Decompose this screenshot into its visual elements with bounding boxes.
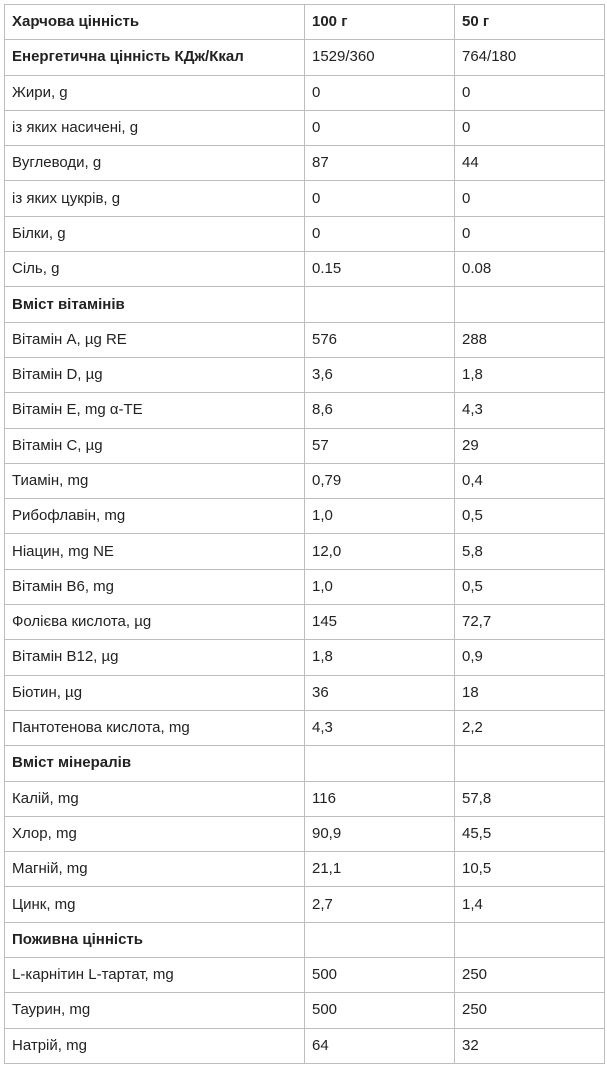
per-50g-value-cell: 5,8 xyxy=(455,534,605,569)
table-row xyxy=(5,816,605,851)
per-100g-value-cell: 2,7 xyxy=(305,887,455,922)
nutrient-name-cell: Хлор, mg xyxy=(5,816,305,851)
nutrient-name-cell: Вітамін B6, mg xyxy=(5,569,305,604)
nutrition-table xyxy=(4,4,605,1064)
nutrient-name-cell: Вітамін E, mg α-TE xyxy=(5,393,305,428)
nutrient-name-cell: Цинк, mg xyxy=(5,887,305,922)
nutrient-name-cell: L-карнітин L-тартат, mg xyxy=(5,958,305,993)
per-100g-value-cell: 145 xyxy=(305,605,455,640)
nutrient-name-cell: Вуглеводи, g xyxy=(5,146,305,181)
per-100g-value-cell: 21,1 xyxy=(305,852,455,887)
header-cell-nutrient: Харчова цінність xyxy=(5,5,305,40)
per-50g-value-cell: 72,7 xyxy=(455,605,605,640)
per-50g-value-cell: 250 xyxy=(455,993,605,1028)
nutrient-name-cell: Жири, g xyxy=(5,75,305,110)
per-50g-value-cell: 1,4 xyxy=(455,887,605,922)
per-50g-value-cell: 32 xyxy=(455,1028,605,1063)
table-row xyxy=(5,1028,605,1063)
per-50g-value-cell: 2,2 xyxy=(455,710,605,745)
per-50g-value-cell: 0 xyxy=(455,110,605,145)
nutrition-table-container xyxy=(4,4,604,1064)
per-50g-value-cell: 0 xyxy=(455,75,605,110)
per-50g-value-cell: 29 xyxy=(455,428,605,463)
per-100g-value-cell: 1,0 xyxy=(305,499,455,534)
per-100g-value-cell: 116 xyxy=(305,781,455,816)
per-100g-value-cell: 1,0 xyxy=(305,569,455,604)
per-100g-value-cell: 0 xyxy=(305,110,455,145)
nutrient-name-cell: Сіль, g xyxy=(5,252,305,287)
table-row xyxy=(5,958,605,993)
table-row xyxy=(5,146,605,181)
per-100g-value-cell: 1529/360 xyxy=(305,40,455,75)
nutrient-name-cell: із яких насичені, g xyxy=(5,110,305,145)
per-50g-value-cell xyxy=(455,922,605,957)
per-100g-value-cell: 87 xyxy=(305,146,455,181)
nutrient-name-cell: Калій, mg xyxy=(5,781,305,816)
nutrition-table-body xyxy=(5,5,605,1064)
table-row xyxy=(5,393,605,428)
per-100g-value-cell: 0 xyxy=(305,75,455,110)
per-50g-value-cell: 250 xyxy=(455,958,605,993)
per-50g-value-cell xyxy=(455,746,605,781)
per-50g-value-cell xyxy=(455,287,605,322)
per-50g-value-cell: 10,5 xyxy=(455,852,605,887)
table-row xyxy=(5,181,605,216)
nutrient-name-cell: Вміст мінералів xyxy=(5,746,305,781)
per-50g-value-cell: 764/180 xyxy=(455,40,605,75)
table-row xyxy=(5,40,605,75)
section-header-row xyxy=(5,287,605,322)
nutrient-name-cell: Магній, mg xyxy=(5,852,305,887)
nutrient-name-cell: Тиамін, mg xyxy=(5,463,305,498)
per-50g-value-cell: 57,8 xyxy=(455,781,605,816)
per-50g-value-cell: 1,8 xyxy=(455,357,605,392)
per-50g-value-cell: 0 xyxy=(455,216,605,251)
nutrient-name-cell: Рибофлавін, mg xyxy=(5,499,305,534)
table-row xyxy=(5,428,605,463)
section-header-row xyxy=(5,746,605,781)
per-100g-value-cell: 0 xyxy=(305,181,455,216)
table-row xyxy=(5,252,605,287)
table-row xyxy=(5,852,605,887)
table-row xyxy=(5,569,605,604)
header-cell-per-100g: 100 г xyxy=(305,5,455,40)
per-100g-value-cell: 8,6 xyxy=(305,393,455,428)
per-50g-value-cell: 0.08 xyxy=(455,252,605,287)
nutrient-name-cell: Вітамін D, µg xyxy=(5,357,305,392)
nutrient-name-cell: Вітамін C, µg xyxy=(5,428,305,463)
per-100g-value-cell: 500 xyxy=(305,958,455,993)
table-row xyxy=(5,534,605,569)
header-cell-per-50g: 50 г xyxy=(455,5,605,40)
nutrient-name-cell: Таурин, mg xyxy=(5,993,305,1028)
table-row xyxy=(5,640,605,675)
table-row xyxy=(5,605,605,640)
nutrient-name-cell: Пантотенова кислота, mg xyxy=(5,710,305,745)
per-100g-value-cell: 0,79 xyxy=(305,463,455,498)
per-50g-value-cell: 0,5 xyxy=(455,499,605,534)
table-row xyxy=(5,675,605,710)
per-100g-value-cell: 57 xyxy=(305,428,455,463)
nutrient-name-cell: Ніацин, mg NE xyxy=(5,534,305,569)
per-100g-value-cell: 500 xyxy=(305,993,455,1028)
nutrient-name-cell: Енергетична цінність КДж/Ккал xyxy=(5,40,305,75)
table-row xyxy=(5,499,605,534)
table-row xyxy=(5,463,605,498)
per-50g-value-cell: 44 xyxy=(455,146,605,181)
section-header-row xyxy=(5,922,605,957)
per-50g-value-cell: 18 xyxy=(455,675,605,710)
per-50g-value-cell: 4,3 xyxy=(455,393,605,428)
nutrient-name-cell: Вітамін A, µg RE xyxy=(5,322,305,357)
per-100g-value-cell: 0 xyxy=(305,216,455,251)
per-100g-value-cell: 64 xyxy=(305,1028,455,1063)
table-row xyxy=(5,781,605,816)
per-50g-value-cell: 0,4 xyxy=(455,463,605,498)
nutrient-name-cell: із яких цукрів, g xyxy=(5,181,305,216)
per-50g-value-cell: 0,5 xyxy=(455,569,605,604)
nutrient-name-cell: Вміст вітамінів xyxy=(5,287,305,322)
per-100g-value-cell: 12,0 xyxy=(305,534,455,569)
nutrient-name-cell: Вітамін B12, µg xyxy=(5,640,305,675)
per-100g-value-cell xyxy=(305,287,455,322)
nutrient-name-cell: Біотин, µg xyxy=(5,675,305,710)
per-50g-value-cell: 0 xyxy=(455,181,605,216)
table-row xyxy=(5,216,605,251)
per-100g-value-cell xyxy=(305,746,455,781)
nutrient-name-cell: Білки, g xyxy=(5,216,305,251)
per-50g-value-cell: 0,9 xyxy=(455,640,605,675)
per-100g-value-cell: 1,8 xyxy=(305,640,455,675)
nutrient-name-cell: Фолієва кислота, µg xyxy=(5,605,305,640)
table-header-row xyxy=(5,5,605,40)
nutrient-name-cell: Натрій, mg xyxy=(5,1028,305,1063)
per-100g-value-cell: 0.15 xyxy=(305,252,455,287)
per-100g-value-cell: 3,6 xyxy=(305,357,455,392)
per-50g-value-cell: 288 xyxy=(455,322,605,357)
per-100g-value-cell: 36 xyxy=(305,675,455,710)
per-100g-value-cell: 576 xyxy=(305,322,455,357)
table-row xyxy=(5,710,605,745)
per-100g-value-cell xyxy=(305,922,455,957)
table-row xyxy=(5,357,605,392)
table-row xyxy=(5,322,605,357)
per-50g-value-cell: 45,5 xyxy=(455,816,605,851)
table-row xyxy=(5,887,605,922)
table-row xyxy=(5,110,605,145)
nutrient-name-cell: Поживна цінність xyxy=(5,922,305,957)
table-row xyxy=(5,993,605,1028)
per-100g-value-cell: 4,3 xyxy=(305,710,455,745)
table-row xyxy=(5,75,605,110)
per-100g-value-cell: 90,9 xyxy=(305,816,455,851)
